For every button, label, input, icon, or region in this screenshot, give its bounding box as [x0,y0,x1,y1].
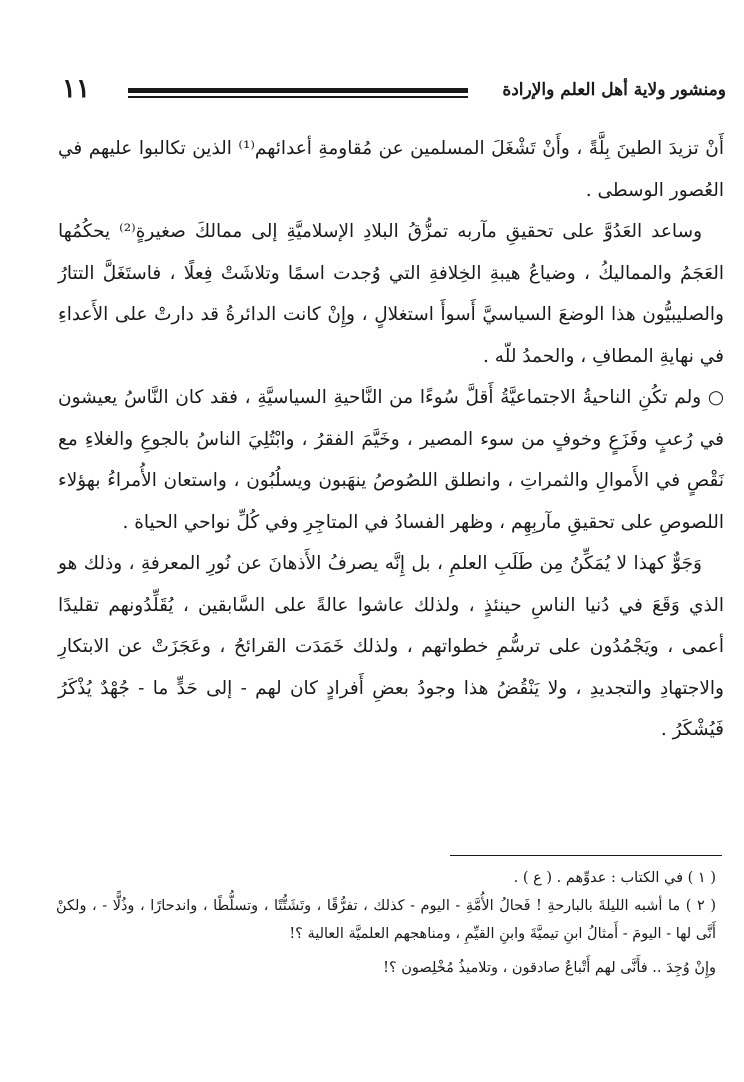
paragraph-1: أَنْ تزيدَ الطينَ بِلَّةً ، وأَنْ تَشْغَلَ المسلمين عن مُقاومةِ أعدائهم⁽¹⁾ الذين تكالبوا عليهم في العُصور الوسطى . [58,138,724,201]
paragraph-4: وَجَوٌّ كهذا لا يُمَكِّنُ مِن طَلَبِ العلمِ ، بل إِنَّه يصرفُ الأَذهانَ عن نُورِ المعرفةِ ، وذلك هو الذي وَقَعَ في دُنيا الناسِ حينئذٍ ، ولذلك عاشوا عالةً على السَّابقين ، يُقَلِّدُونهم تقليدًا أعمى ، ويَجْمُدُون على ترسُّمِ خطواتهم ، ولذلك خَمَدَت القرائحُ ، وعَجَزَتْ عن الابتكارِ والاجتهادِ والتجديدِ ، ولا يَنْقُضُ هذا وجودُ بعضِ أَفرادٍ كان لهم - إلى حَدٍّ ما - جُهْدٌ يُذْكَرُ فَيُشْكَرُ . [58,553,724,740]
main-text [58,128,724,751]
running-title: ومنشور ولاية أهل العلم والإرادة [502,80,726,100]
header-rule-thin [128,96,468,98]
footnotes [56,864,728,982]
page-header [62,74,726,114]
header-rule-thick [128,88,468,93]
footnote-1: ( ١ ) في الكتاب : عدوِّهم . ( ع ) . [513,870,716,886]
paragraph-3: ○ ولم تكُنِ الناحيةُ الاجتماعيَّةُ أَقلَّ سُوءًا من النَّاحيةِ السياسيَّةِ ، فقد كان النَّاسُ يعيشون في رُعبٍ وفَزَعٍ وخوفٍ من سوء المصير ، وخَيَّمَ الفقرُ ، وابْتُلِيَ الناسُ بالجوعِ والغلاءِ مع نَقْصٍ في الأَموالِ والثمراتِ ، وانطلق اللصُوصُ ينهَبون ويسلُبُون ، واستعان الأُمراءُ بهؤلاء اللصوصِ على تحقيقِ مآربِهِم ، وظهر الفسادُ في المتاجِرِ وفي كُلِّ نواحي الحياة . [58,387,724,533]
header-rule [128,88,468,100]
paragraph-2: وساعد العَدُوَّ على تحقيقِ مآربه تمزُّقُ البلادِ الإسلاميَّةِ إلى ممالكَ صغيرةٍ⁽²⁾ يحكُمُها العَجَمُ والمماليكُ ، وضياعُ هيبةِ الخِلافةِ التي وُجدت اسمًا وتلاشَتْ فِعلًا ، فاستَغَلَّ التتارُ والصليبيُّون هذا الوضعَ السياسيَّ أَسوأَ استغلالٍ ، وإِنْ كانت الدائرةُ قد دارتْ على الأَعداءِ في نهايةِ المطافِ ، والحمدُ للّه . [58,221,724,367]
page-number: ١١ [62,74,90,104]
footnote-separator [450,855,722,856]
footnote-2: ( ٢ ) ما أشبه الليلةَ بالبارحةِ ! فَحالُ الأُمَّةِ - اليوم - كذلك ، تفرُّقًا ، وتَشَتُّتًا ، وتسلُّطًا ، واندحارًا ، وذُلًّا - ، ولكنْ أَنَّى لها - اليومَ - أَمثالُ ابنِ تيميَّةَ وابنِ القيِّمِ ، ومناهجهم العلميَّة العالية ؟! [56,898,716,942]
footnote-2-continuation: وإِنْ وُجِدَ .. فأَنَّى لهم أَتْباعٌ صادقون ، وتلاميذُ مُخْلِصون ؟! [383,960,716,976]
